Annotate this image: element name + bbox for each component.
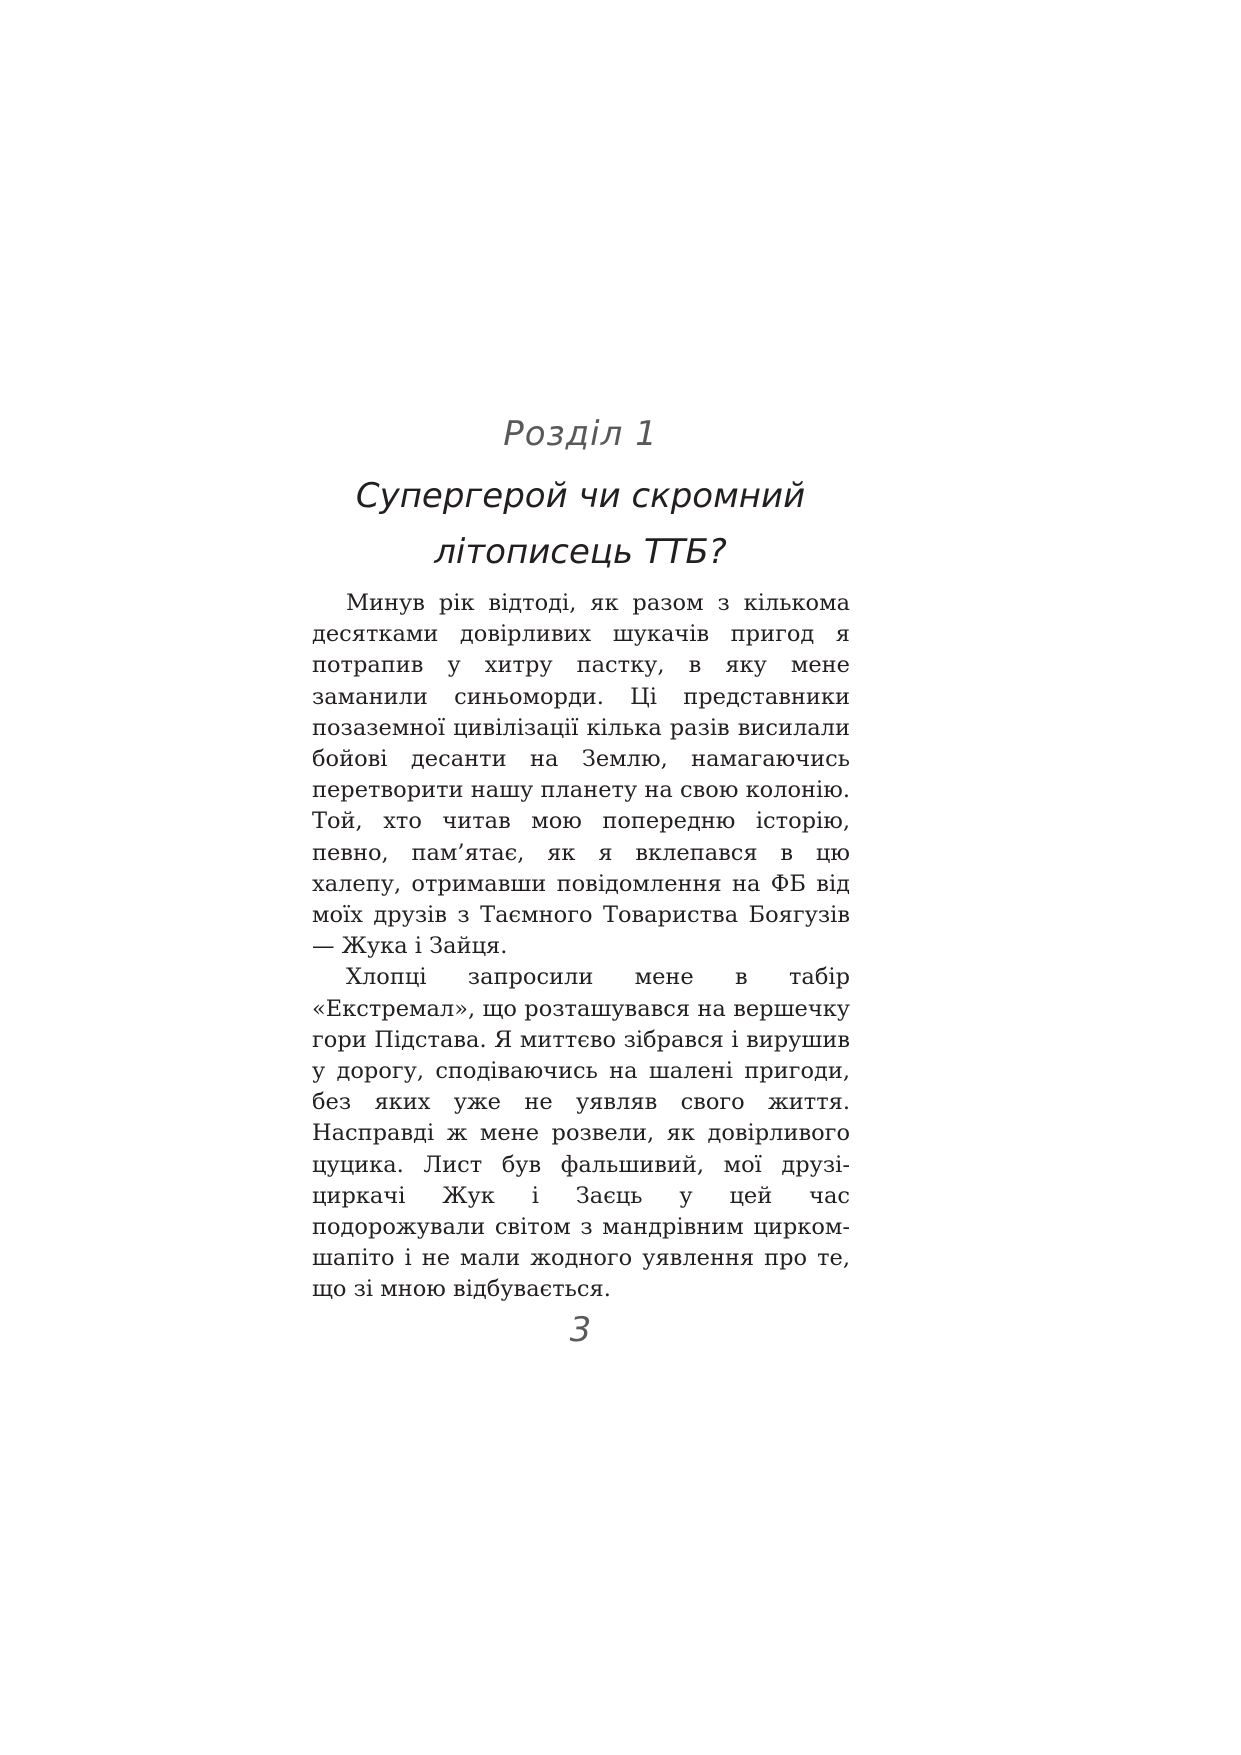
paragraph-2: Хлопці запросили мене в табір «Екстремал», що розташувався на вершечку гори Підстава. Я миттєво зібрався і вирушив у дорогу, сподіваючись на шалені пригоди, без яких уже не уявляв свого життя. Насправді ж мене розвели, як довірливого цуцика. Лист був фальшивий, мої друзі-циркачі Жук і Заєць у цей час подорожували світом з мандрівним цирком-шапіто і не мали жодного уявлення про те, що зі мною відбувається. — [312, 964, 850, 1303]
chapter-title — [0, 468, 1161, 580]
chapter-title-line-1: Супергерой чи скромний — [355, 476, 806, 516]
chapter-label: Розділ 1 — [503, 414, 658, 454]
paragraph-1: Минув рік відтоді, як разом з кількома десятками довірливих шукачів пригод я потрапив у хитру пастку, в яку мене заманили синьоморди. Ці представники позаземної цивілізації кілька разів висилали бойові десанти на Землю, намагаючись перетворити нашу планету на свою колонію. Той, хто читав мою попередню історію, певно, пам’ятає, як я вклепався в цю халепу, отримавши повідомлення на ФБ від моїх друзів з Таємного Товариства Боягузів — Жука і Зайця. — [312, 590, 850, 960]
body-text — [312, 588, 850, 1306]
page-number: 3 — [569, 1310, 592, 1350]
chapter-title-line-2: літописець ТТБ? — [434, 532, 727, 572]
